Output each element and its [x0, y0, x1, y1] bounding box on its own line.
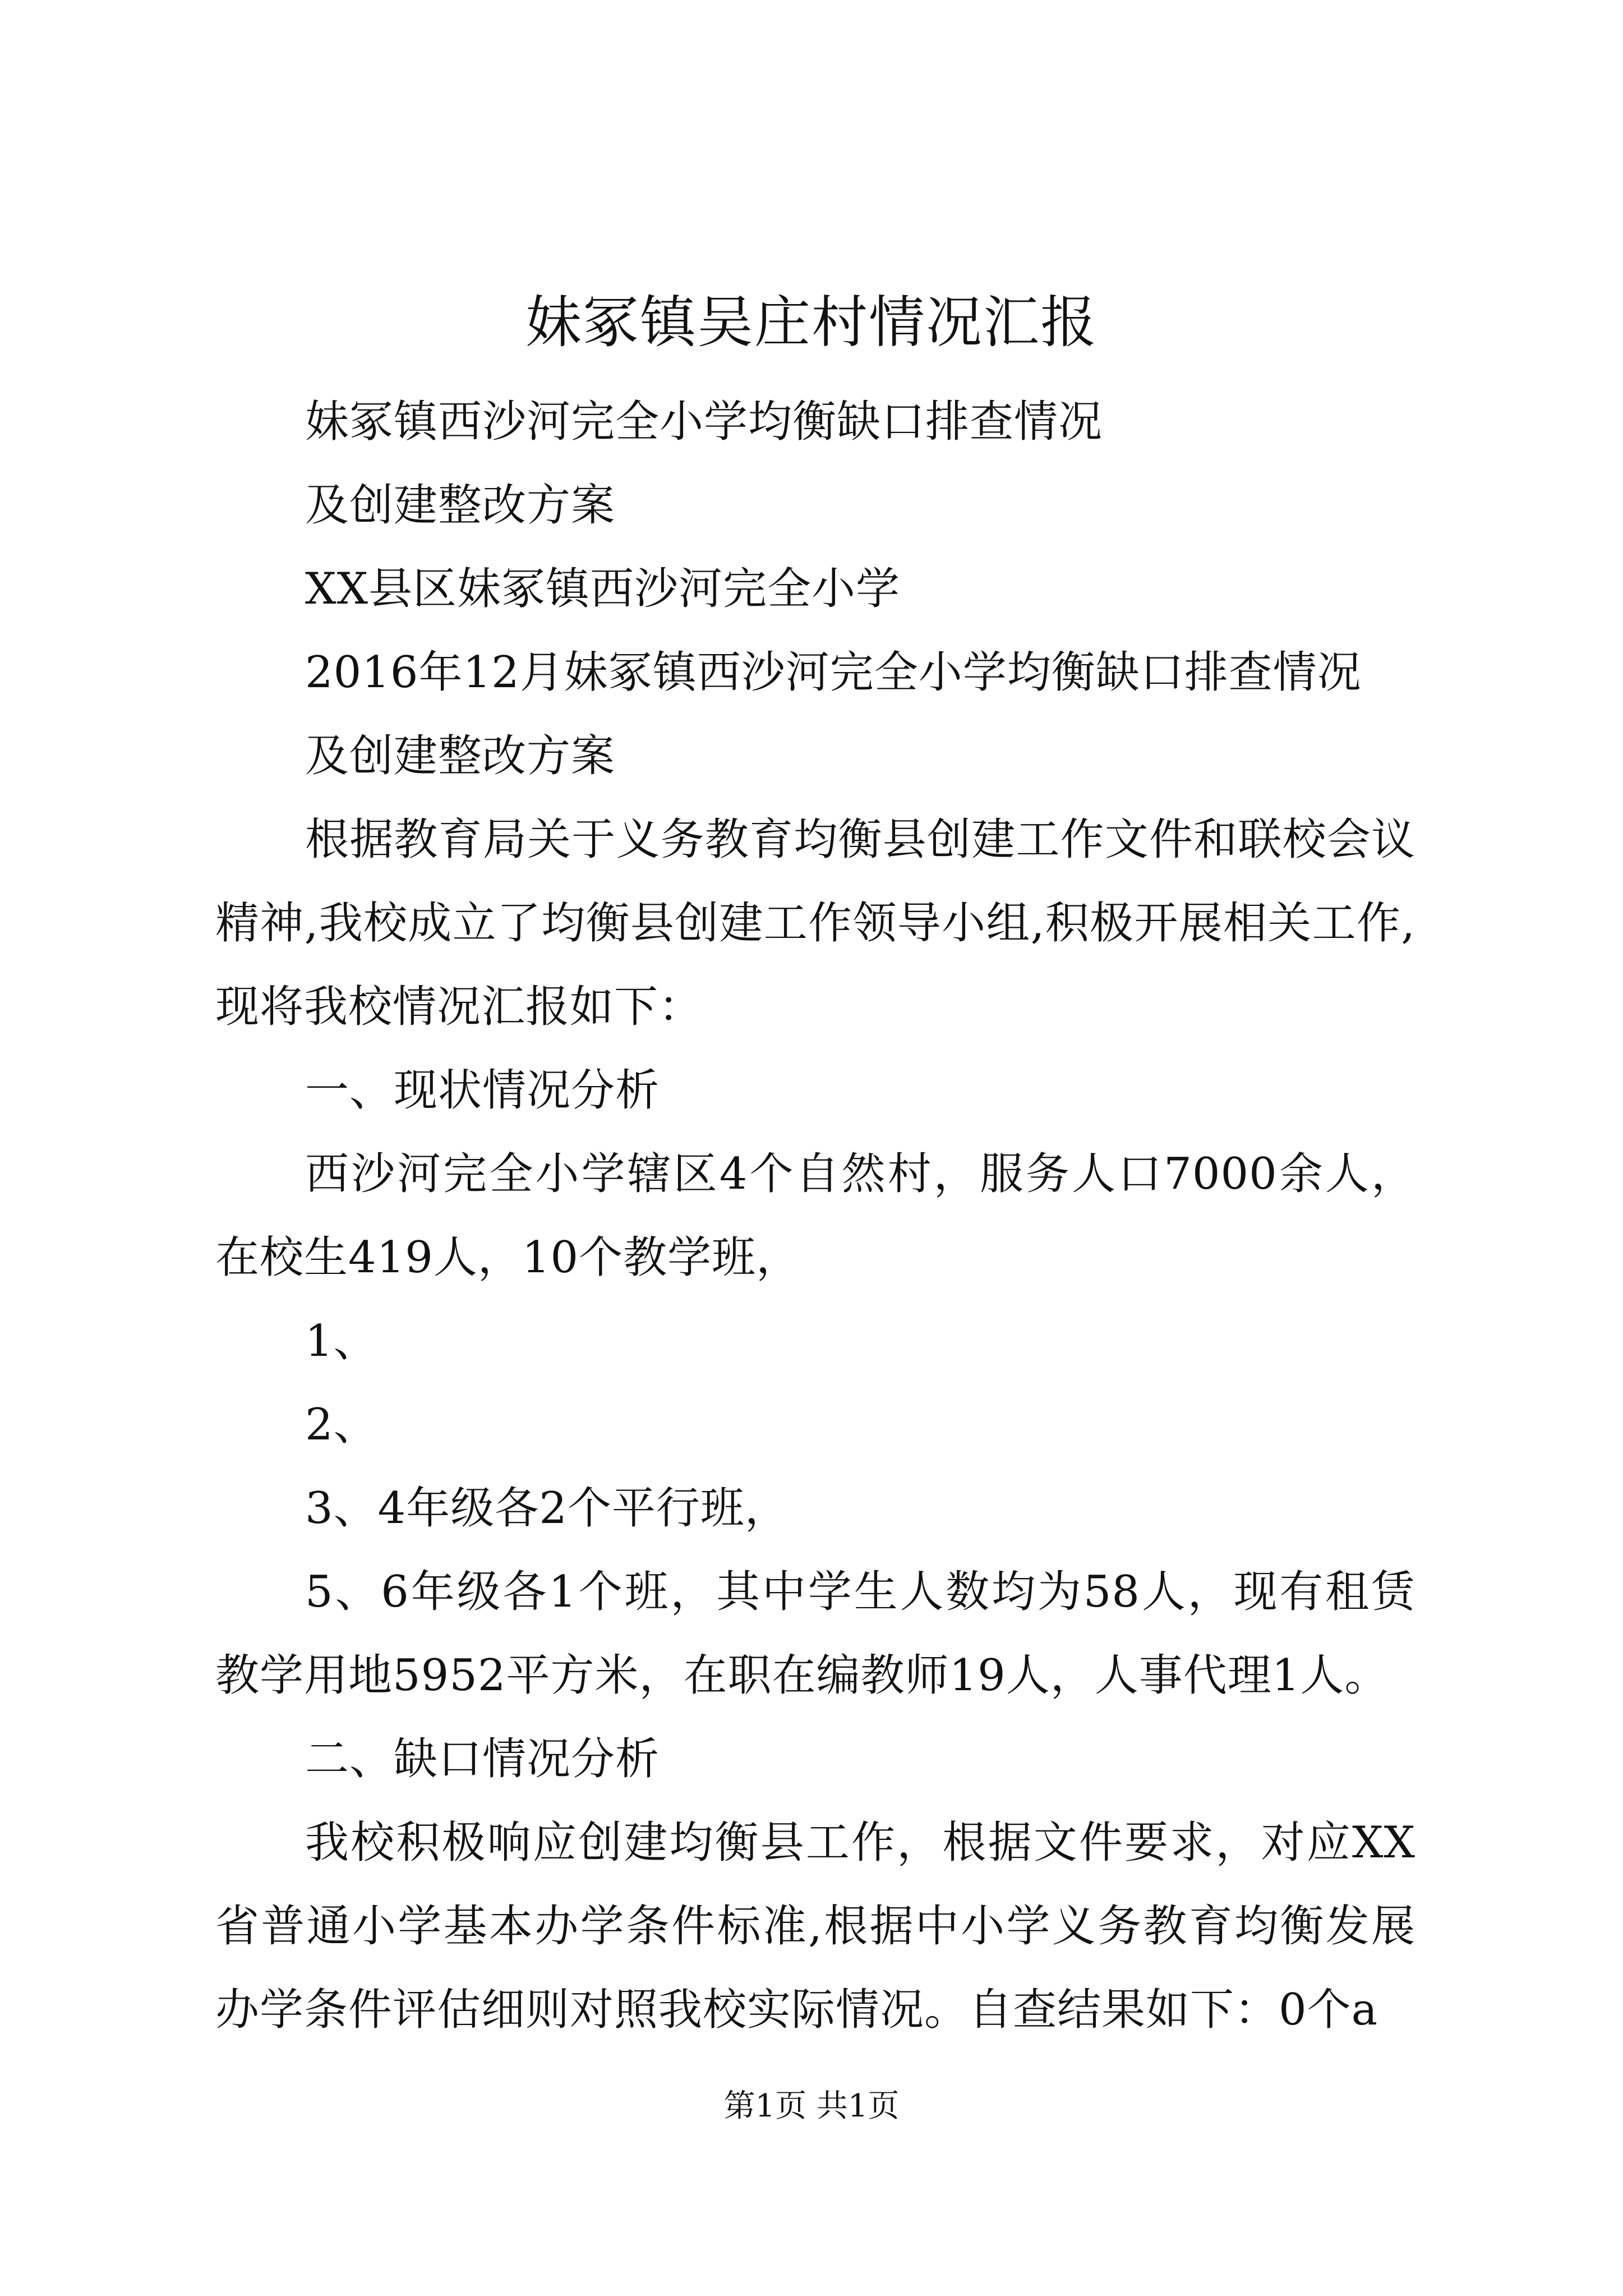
paragraph: XX县区妹冢镇西沙河完全小学	[305, 564, 901, 614]
paragraph: 西沙河完全小学辖区4个自然村，服务人口7000余人，在校生419人，10个教学班，	[215, 1149, 1415, 1283]
list-item: 3、4年级各2个平行班，	[305, 1483, 789, 1534]
paragraph: 根据教育局关于义务教育均衡县创建工作文件和联校会议精神,我校成立了均衡县创建工作领导小组,积极开展相关工作,现将我校情况汇报如下：	[215, 815, 1415, 1032]
paragraph: 2016年12月妹冢镇西沙河完全小学均衡缺口排查情况	[305, 647, 1362, 698]
paragraph: 及创建整改方案	[305, 731, 616, 781]
section-heading: 一、现状情况分析	[305, 1065, 660, 1116]
document-title: 妹冢镇吴庄村情况汇报	[525, 289, 1098, 355]
list-item: 2、	[305, 1400, 378, 1450]
paragraph: 妹冢镇西沙河完全小学均衡缺口排查情况	[305, 397, 1103, 447]
list-item: 5、6年级各1个班，其中学生人数均为58人，现有租赁教学用地5952平方米，在职在编教师19人，人事代理1人。	[215, 1567, 1415, 1701]
page-footer: 第1页 共1页	[723, 2088, 900, 2124]
paragraph: 我校积极响应创建均衡县工作，根据文件要求，对应XX省普通小学基本办学条件标准,根据中小学义务教育均衡发展办学条件评估细则对照我校实际情况。自查结果如下：0个a	[215, 1818, 1415, 2035]
list-item: 1、	[305, 1316, 378, 1366]
document-body	[215, 380, 1415, 2052]
paragraph: 及创建整改方案	[305, 480, 616, 531]
section-heading: 二、缺口情况分析	[305, 1734, 660, 1784]
